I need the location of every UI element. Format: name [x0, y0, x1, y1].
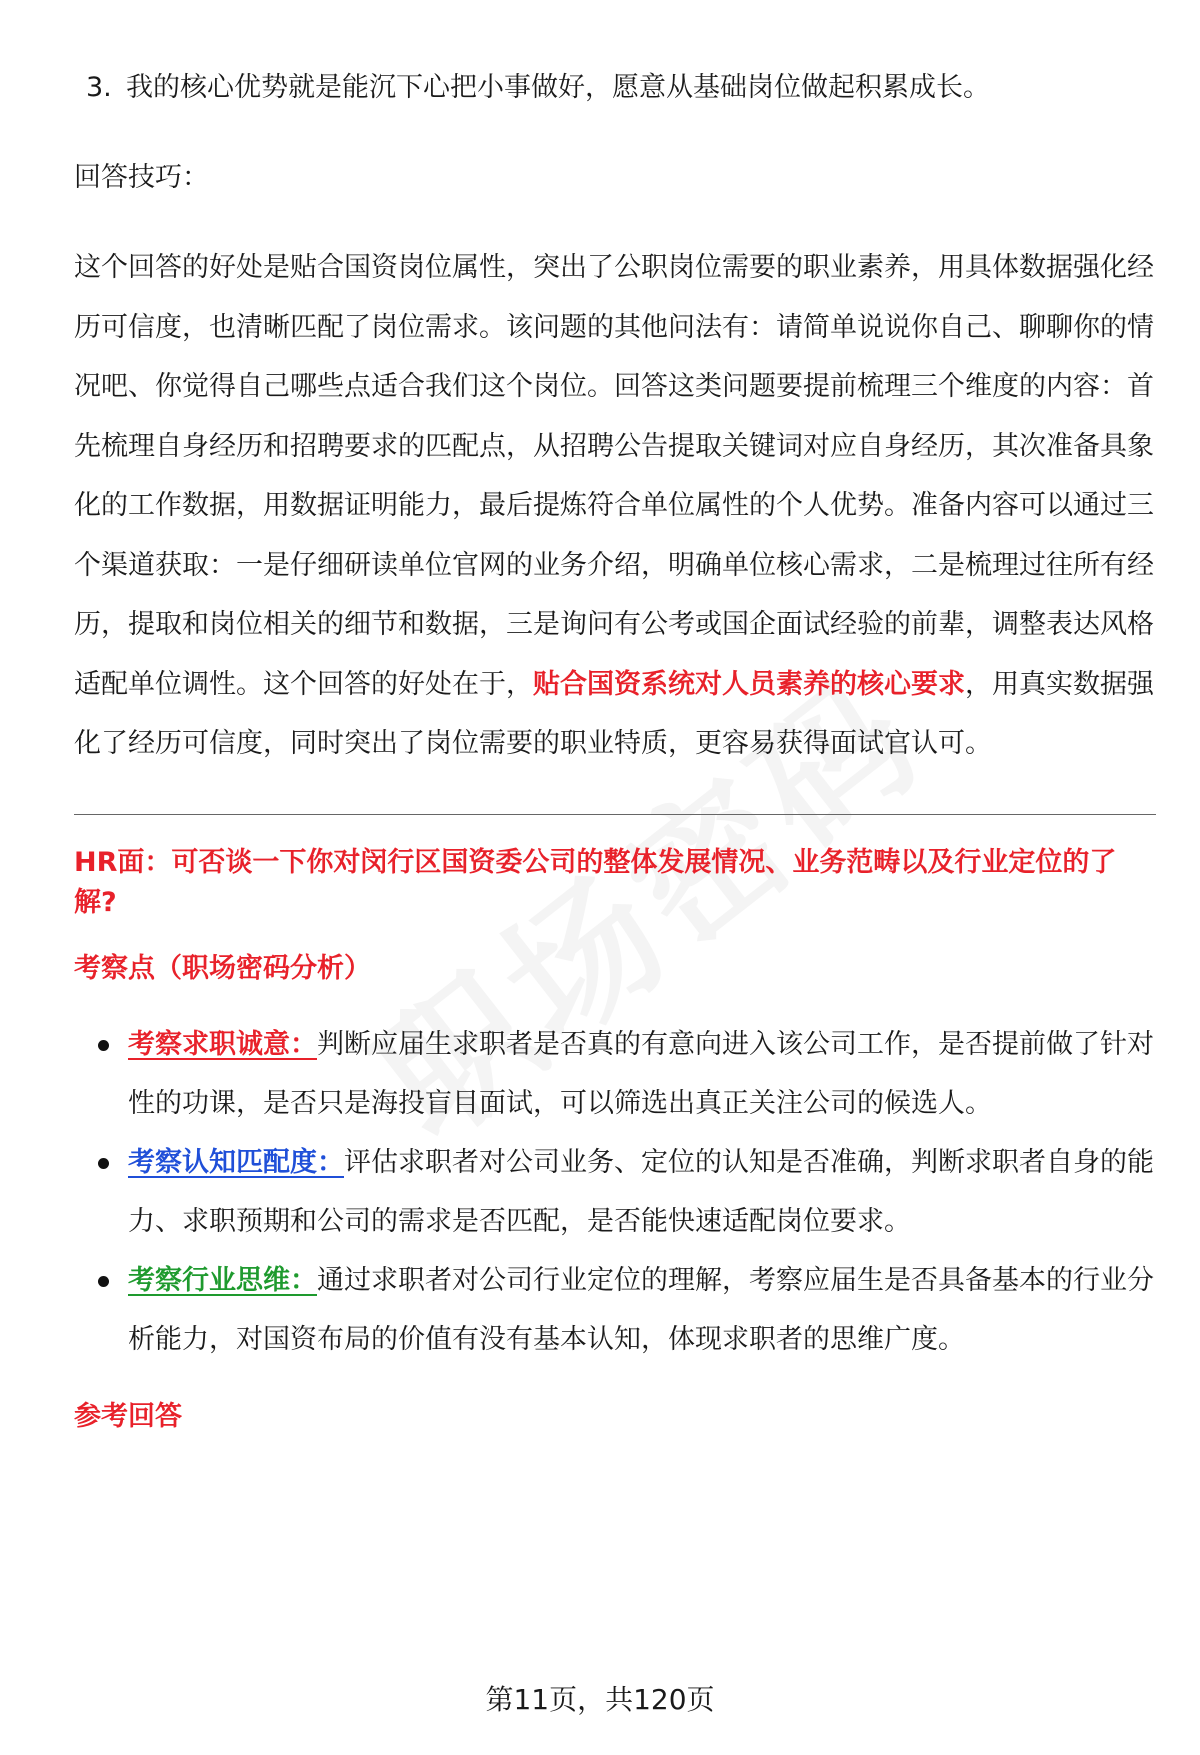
assessment-text: 判断应届生求职者是否真的有意向进入该公司工作，是否提前做了针对性的功课，是否只是海投盲目面试，可以筛选出真正关注公司的候选人。 — [128, 1028, 1154, 1119]
reference-title: 参考回答 — [74, 1400, 182, 1432]
bullet-dot-icon — [98, 1276, 109, 1287]
tips-highlight: 贴合国资系统对人员素养的核心要求 — [533, 668, 965, 700]
document-page — [74, 58, 1154, 1437]
assessment-item — [74, 1015, 1154, 1133]
assessment-text: 通过求职者对公司行业定位的理解，考察应届生是否具备基本的行业分析能力，对国资布局的价值有没有基本认知，体现求职者的思维广度。 — [128, 1264, 1154, 1355]
tips-text-after: ，用真实数据强化了经历可信度，同时突出了岗位需要的职业特质，更容易获得面试官认可。 — [74, 668, 1154, 759]
item-number: 3. — [86, 72, 112, 103]
assessment-keyword: 考察行业思维： — [128, 1264, 317, 1296]
assessment-keyword: 考察求职诚意： — [128, 1028, 317, 1060]
assessment-title: 考察点（职场密码分析） — [74, 952, 371, 984]
assessment-item — [74, 1251, 1154, 1369]
section-divider — [74, 814, 1156, 815]
bullet-dot-icon — [98, 1158, 109, 1169]
tips-paragraph — [74, 238, 1154, 774]
assessment-item — [74, 1133, 1154, 1251]
tips-text-before: 这个回答的好处是贴合国资岗位属性，突出了公职岗位需要的职业素养，用具体数据强化经历可信度，也清晰匹配了岗位需求。该问题的其他问法有：请简单说说你自己、聊聊你的情况吧、你觉得自己哪些点适合我们这个岗位。回答这类问题要提前梳理三个维度的内容：首先梳理自身经历和招聘要求的匹配点，从招聘公告提取关键词对应自身经历，其次准备具象化的工作数据，用数据证明能力，最后提炼符合单位属性的个人优势。准备内容可以通过三个渠道获取：一是仔细研读单位官网的业务介绍，明确单位核心需求，二是梳理过往所有经历，提取和岗位相关的细节和数据，三是询问有公考或国企面试经验的前辈，调整表达风格适配单位调性。这个回答的好处在于， — [74, 252, 1154, 700]
assessment-text: 评估求职者对公司业务、定位的认知是否准确，判断求职者自身的能力、求职预期和公司的需求是否匹配，是否能快速适配岗位要求。 — [128, 1146, 1154, 1237]
page-footer: 第11页，共120页 — [485, 1683, 715, 1716]
tips-label: 回答技巧： — [74, 162, 209, 193]
bullet-dot-icon — [98, 1040, 109, 1051]
item-text: 我的核心优势就是能沉下心把小事做好，愿意从基础岗位做起积累成长。 — [126, 72, 990, 103]
assessment-list — [74, 1015, 1154, 1369]
assessment-keyword: 考察认知匹配度： — [128, 1146, 344, 1178]
hr-question: HR面：可否谈一下你对闵行区国资委公司的整体发展情况、业务范畴以及行业定位的了解? — [74, 846, 1117, 918]
numbered-item — [74, 58, 1154, 118]
